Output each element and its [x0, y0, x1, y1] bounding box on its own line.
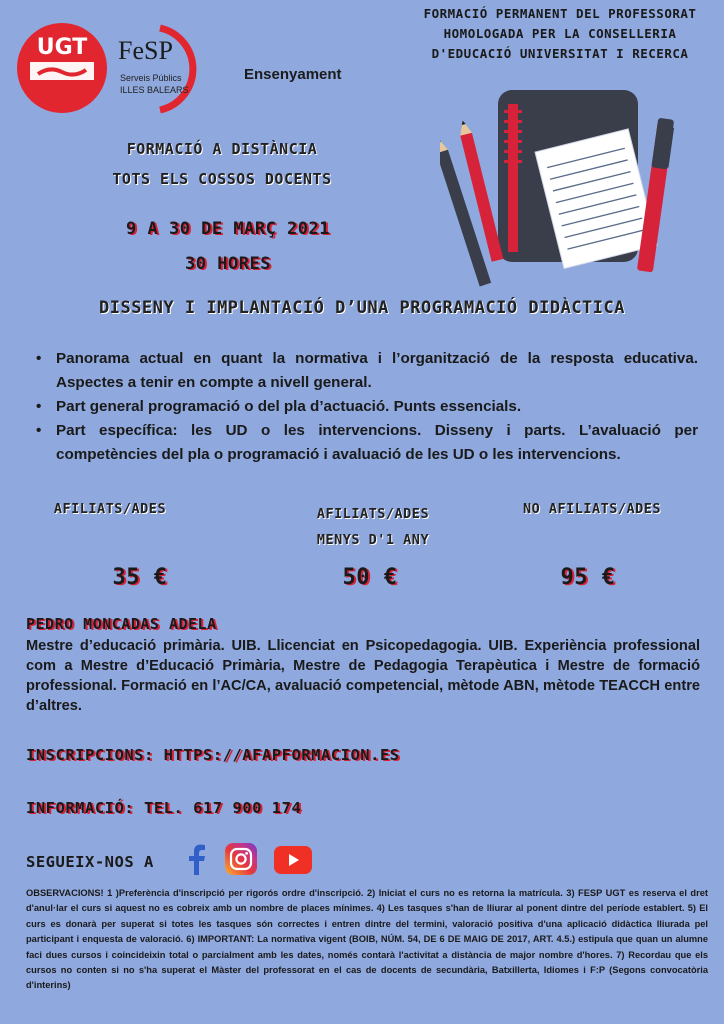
price-new-members: 50 €	[342, 565, 398, 590]
price-label-new-members	[293, 501, 453, 553]
price-members: 35 €	[112, 565, 168, 590]
instagram-icon[interactable]	[225, 843, 257, 875]
accreditation-line-1: FORMACIÓ PERMANENT DEL PROFESSORAT	[423, 6, 697, 21]
price-label-non-members	[512, 501, 672, 517]
fesp-title: FeSP	[118, 36, 173, 65]
teacher-bio: Mestre d’educació primària. UIB. Llicenciat en Psicopedagogia. UIB. Experiència professional com a Mestre d’Educació Primària, Mestre de Pedagogia Terapèutica i Mestre de formació professional. Formació en l’AC/CA, avaluació competencial, mètode ABN, mètode TEACCH entre d’altres.	[26, 638, 700, 714]
price-non-members: 95 €	[560, 565, 616, 590]
course-mode: FORMACIÓ A DISTÀNCIA	[126, 140, 318, 158]
fesp-region: ILLES BALEARS	[120, 85, 189, 95]
ugt-logo-text: UGT	[36, 35, 88, 60]
course-content-list	[34, 347, 698, 467]
observations-text: OBSERVACIONS! 1 )Preferència d'inscripció per rigorós ordre d'inscripció. 2) Iniciat el curs no es retorna la matrícula. 3) FESP UGT es reserva el dret d'anul·lar el curs si aquest no es cobreix amb un nombre de places mínimes. 4) Les tasques s'han de lliurar al ponent dintre del període establert. 5) El curs es donarà per superat si totes les tasques són correctes i entren dintre del termini, valoració positiva d'una aplicació didàctica lliurada pel participant i enquesta de valoració. 6) IMPORTANT: La normativa vigent (BOIB, NÚM. 54, DE 6 DE MAIG DE 2017, ART. 4.5.) estipula que quan un alumne faci dues cursos i coincideixin total o parcialment amb les dates, només contarà l'activitat a distància de major nombre d'hores. 7) Recordau que els cursos no conten si no s'ha superat el Màster del professorat en el cas de docents de secundària, Batxillerta, Idiomes i F:P (Segons convocatòria d'interins)	[26, 888, 708, 991]
ugt-logo	[16, 22, 108, 114]
teacher-name: PEDRO MONCADAS ADELA	[26, 615, 217, 633]
follow-label: SEGUEIX-NOS A	[26, 853, 154, 871]
course-title: DISSENY I IMPLANTACIÓ D’UNA PROGRAMACIÓ DIDÀCTICA	[98, 298, 625, 318]
accreditation-line-2: HOMOLOGADA PER LA CONSELLERIA	[443, 26, 677, 41]
course-hours: 30 HORES	[185, 254, 271, 274]
course-audience: TOTS ELS COSSOS DOCENTS	[112, 170, 332, 188]
price-label-subtext: MENYS D'1 ANY	[316, 532, 430, 548]
list-item: • Panorama actual en quant la normativa i l’organització de la resposta educativa. Aspectes a tenir en compte a nivell general.	[34, 347, 698, 395]
info-phone: INFORMACIÓ: TEL. 617 900 174	[26, 799, 302, 817]
fesp-subtitle: Serveis Públics	[120, 73, 182, 83]
facebook-icon[interactable]	[181, 843, 213, 875]
accreditation-line-3: D'EDUCACIÓ UNIVERSITAT I RECERCA	[431, 46, 689, 61]
price-label-text: AFILIATS/ADES	[53, 501, 167, 517]
section-label: Ensenyament	[244, 66, 342, 83]
list-item: • Part general programació o del pla d’actuació. Punts essencials.	[34, 395, 698, 419]
price-label-text: AFILIATS/ADES	[316, 506, 430, 522]
youtube-icon[interactable]	[274, 846, 312, 874]
course-dates: 9 A 30 DE MARÇ 2021	[126, 219, 330, 239]
accreditation-header	[400, 4, 720, 64]
price-label-members	[30, 501, 190, 517]
price-label-text: NO AFILIATS/ADES	[522, 501, 662, 517]
inscriptions-link[interactable]: INSCRIPCIONS: HTTPS://AFAPFORMACION.ES	[26, 746, 400, 764]
red-pencil	[457, 119, 503, 262]
list-item: • Part específica: les UD o les intervencions. Disseny i parts. L’avaluació per competències del pla o programació i avaluació de les UD o les intervencions.	[34, 419, 698, 467]
notebook-illustration	[440, 86, 680, 291]
